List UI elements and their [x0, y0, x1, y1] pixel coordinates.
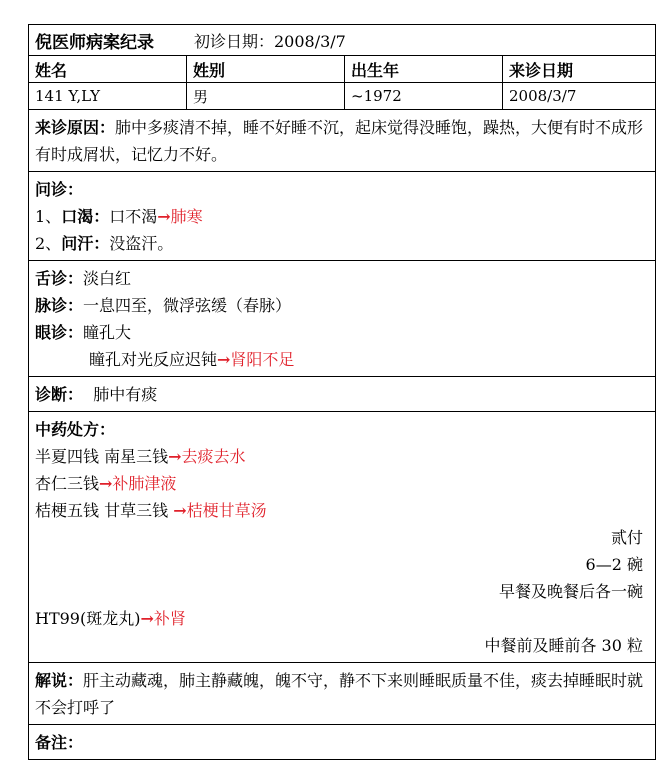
- explanation-text: 肝主动藏魂，肺主静藏魄，魄不守，静不下来则睡眠质量不佳，痰去掉睡眠时就不会打呼了: [35, 671, 644, 717]
- eye-result: 肾阳不足: [230, 350, 295, 369]
- arrow-icon: →: [99, 474, 113, 493]
- value-sex: 男: [187, 83, 345, 109]
- header-name: 姓名: [29, 56, 187, 82]
- inquiry-label: 问诊：: [35, 180, 84, 199]
- prescription-label: 中药处方：: [35, 420, 116, 439]
- dose-water: 6—2 碗: [585, 555, 643, 574]
- eye-text: 瞳孔大: [83, 323, 132, 342]
- thirst-text: 口不渴: [109, 207, 158, 226]
- notes-label: 备注：: [35, 733, 84, 752]
- header-visit-date: 来诊日期: [509, 60, 574, 80]
- inquiry-item-thirst: [35, 203, 649, 230]
- exam-section: [29, 261, 655, 377]
- herb-effect: 去痰去水: [181, 447, 246, 466]
- herb-text: 杏仁三钱: [35, 474, 100, 493]
- prescription-line: [35, 497, 649, 524]
- eye-exam-detail: [35, 346, 649, 373]
- inquiry-section: [29, 172, 655, 261]
- thirst-label: 口渴：: [61, 207, 110, 226]
- title-row: [29, 25, 655, 56]
- explanation-section: [29, 663, 655, 725]
- herb-text: 桔梗五钱 甘草三钱: [35, 501, 174, 520]
- pulse-label: 脉诊：: [35, 296, 84, 315]
- notes-section: [29, 725, 655, 759]
- patient-values-row: [29, 83, 655, 110]
- pill-instruction: 中餐前及睡前各 30 粒: [484, 636, 643, 655]
- prescription-section: [29, 412, 655, 663]
- first-visit-date: 初诊日期：2008/3/7: [194, 31, 346, 51]
- diagnosis-section: [29, 377, 655, 412]
- eye-detail-text: 瞳孔对光反应迟钝: [89, 350, 218, 369]
- header-sex: 姓别: [187, 56, 345, 82]
- arrow-icon: →: [168, 447, 182, 466]
- explanation-label: 解说：: [35, 671, 84, 690]
- eye-label: 眼诊：: [35, 323, 84, 342]
- tongue-text: 淡白红: [83, 269, 132, 288]
- tongue-exam: [35, 265, 649, 292]
- doc-title: 倪医师病案纪录: [35, 32, 154, 53]
- tongue-label: 舌诊：: [35, 269, 84, 288]
- value-name: 141 Y,LY: [29, 83, 187, 109]
- value-visit-date: 2008/3/7: [509, 87, 577, 105]
- herb-effect: 桔梗甘草汤: [186, 501, 267, 520]
- herb-effect: 补肺津液: [112, 474, 177, 493]
- eye-exam: [35, 319, 649, 346]
- herb-effect: 补肾: [153, 609, 186, 628]
- arrow-icon: →: [217, 350, 231, 369]
- herb-text: 半夏四钱 南星三钱: [35, 447, 169, 466]
- sweat-text: 没盗汗。: [109, 234, 174, 253]
- inquiry-item-sweat: [35, 230, 649, 257]
- complaint-text: 肺中多痰清不掉，睡不好睡不沉，起床觉得没睡饱，躁热，大便有时不成形有时成屑状，记忆力不好。: [35, 118, 644, 164]
- pulse-text: 一息四至，微浮弦缓（春脉）: [83, 296, 292, 315]
- prescription-line: [35, 470, 649, 497]
- prescription-line: [35, 443, 649, 470]
- dose-instruction: 早餐及晚餐后各一碗: [498, 582, 643, 601]
- arrow-icon: →: [140, 609, 154, 628]
- value-birth-year: ~1972: [345, 83, 503, 109]
- inquiry-item-number: 2、: [35, 234, 62, 253]
- case-record-table: [28, 24, 656, 760]
- dose-count: 贰付: [610, 528, 643, 547]
- diagnosis-text: 肺中有痰: [93, 385, 158, 404]
- arrow-icon: →: [157, 207, 171, 226]
- inquiry-item-number: 1、: [35, 207, 62, 226]
- herb-text: HT99(斑龙丸): [35, 609, 141, 628]
- sweat-label: 问汗：: [61, 234, 110, 253]
- prescription-line: [35, 605, 649, 632]
- complaint-section: [29, 110, 655, 172]
- patient-header-row: [29, 56, 655, 83]
- header-birth-year: 出生年: [345, 56, 503, 82]
- arrow-icon: →: [173, 501, 187, 520]
- thirst-result: 肺寒: [170, 207, 203, 226]
- pulse-exam: [35, 292, 649, 319]
- diagnosis-label: 诊断：: [35, 385, 84, 404]
- complaint-label: 来诊原因：: [35, 118, 116, 137]
